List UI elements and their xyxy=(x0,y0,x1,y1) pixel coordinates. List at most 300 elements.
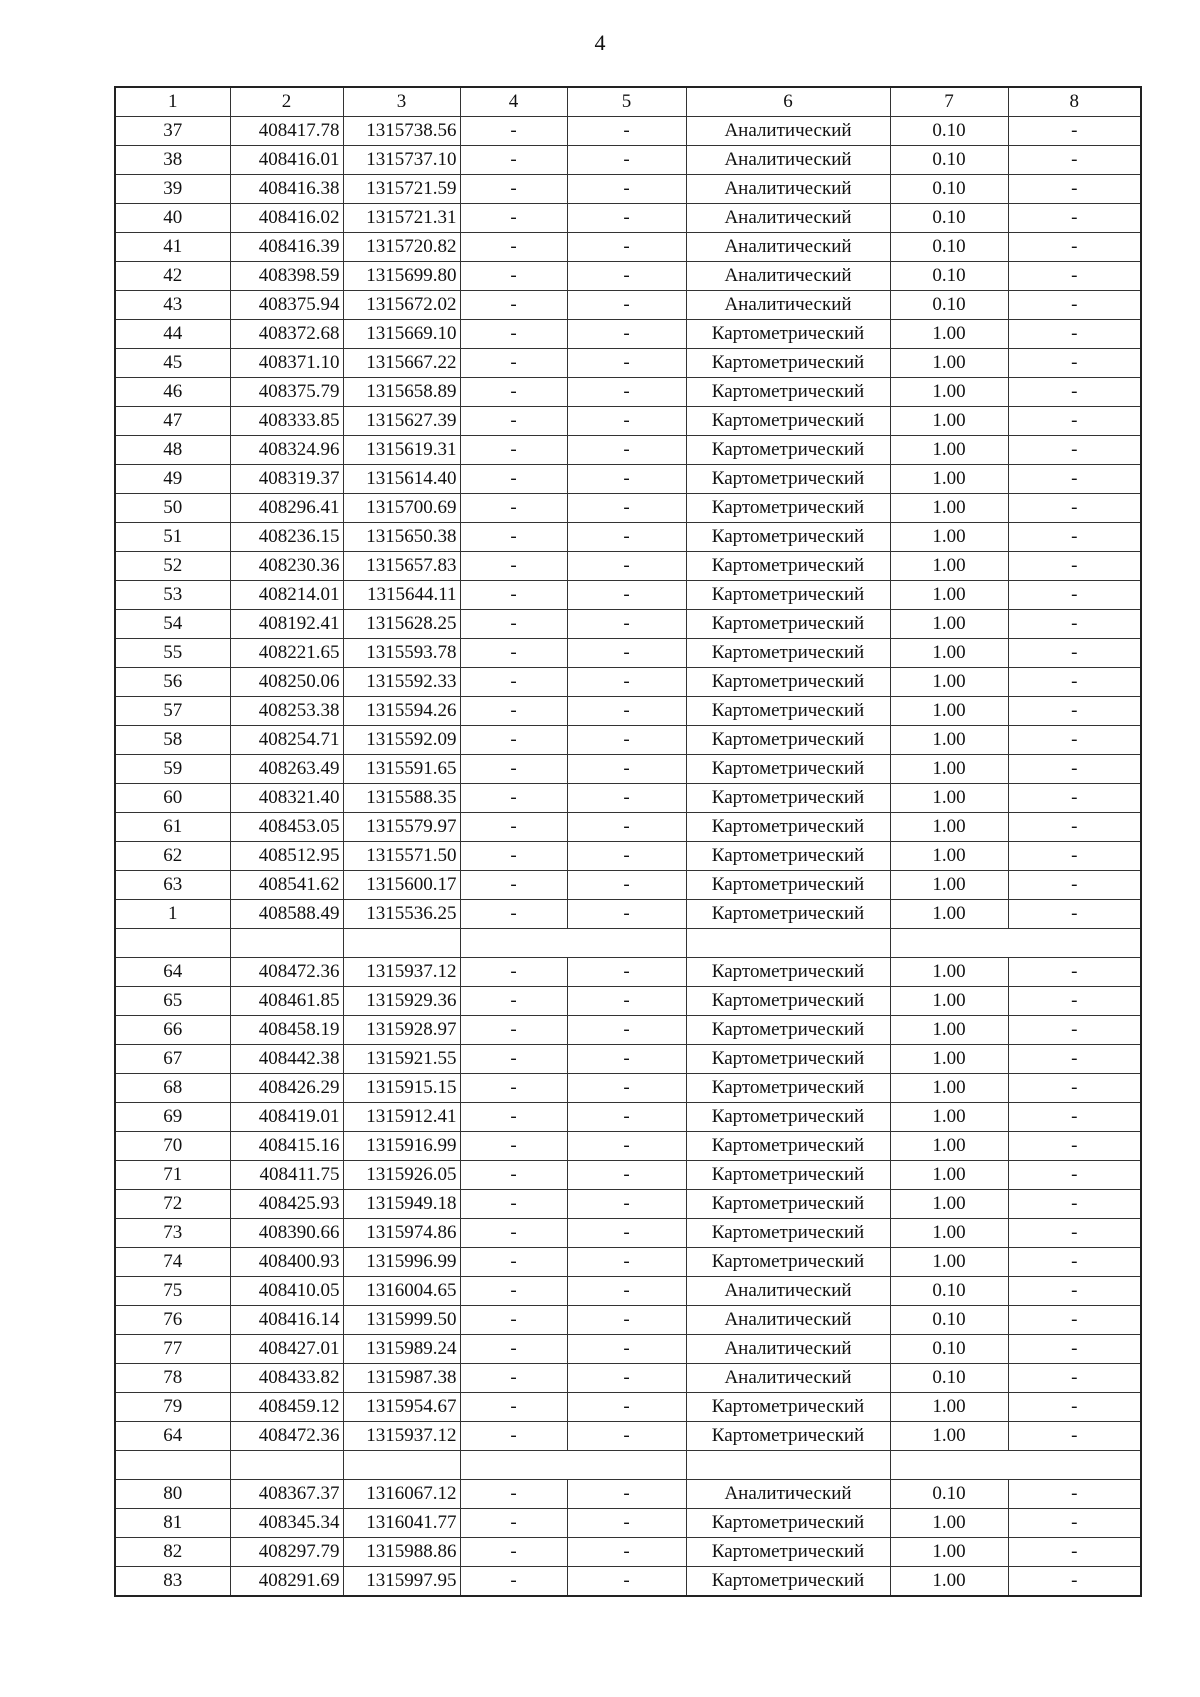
table-cell: 1315915.15 xyxy=(343,1074,460,1103)
table-cell: 1315954.67 xyxy=(343,1393,460,1422)
table-cell: 1315737.10 xyxy=(343,146,460,175)
table-cell: - xyxy=(460,117,567,146)
table-cell: 408461.85 xyxy=(230,987,343,1016)
table-row xyxy=(115,436,1141,465)
empty-cell xyxy=(343,1451,460,1480)
table-cell: 408419.01 xyxy=(230,1103,343,1132)
table-cell: - xyxy=(1008,1567,1141,1597)
table-cell: 48 xyxy=(115,436,230,465)
table-row xyxy=(115,204,1141,233)
table-cell: 1.00 xyxy=(890,465,1008,494)
table-row xyxy=(115,1538,1141,1567)
table-row xyxy=(115,1045,1141,1074)
table-cell: Картометрический xyxy=(686,494,890,523)
table-cell: Картометрический xyxy=(686,523,890,552)
table-cell: 82 xyxy=(115,1538,230,1567)
table-cell: 80 xyxy=(115,1480,230,1509)
table-cell: 1.00 xyxy=(890,639,1008,668)
table-row xyxy=(115,1190,1141,1219)
table-cell: 408324.96 xyxy=(230,436,343,465)
table-cell: - xyxy=(567,987,686,1016)
table-row xyxy=(115,871,1141,900)
table-cell: - xyxy=(567,639,686,668)
table-cell: - xyxy=(567,813,686,842)
table-cell: 1315571.50 xyxy=(343,842,460,871)
table-cell: - xyxy=(460,1132,567,1161)
table-cell: 1315997.95 xyxy=(343,1567,460,1597)
table-cell: 79 xyxy=(115,1393,230,1422)
page-number: 4 xyxy=(594,30,606,55)
table-cell: 408230.36 xyxy=(230,552,343,581)
table-row xyxy=(115,784,1141,813)
table-cell: - xyxy=(460,465,567,494)
table-cell: 1.00 xyxy=(890,871,1008,900)
table-row xyxy=(115,1335,1141,1364)
table-cell: 1.00 xyxy=(890,436,1008,465)
table-cell: Картометрический xyxy=(686,349,890,378)
table-cell: Картометрический xyxy=(686,668,890,697)
table-cell: - xyxy=(567,1219,686,1248)
table-row xyxy=(115,697,1141,726)
table-cell: Картометрический xyxy=(686,320,890,349)
table-cell: 44 xyxy=(115,320,230,349)
table-cell: Аналитический xyxy=(686,291,890,320)
table-cell: 73 xyxy=(115,1219,230,1248)
table-cell: - xyxy=(1008,1190,1141,1219)
table-cell: Аналитический xyxy=(686,1306,890,1335)
table-cell: 1315600.17 xyxy=(343,871,460,900)
table-cell: 408416.02 xyxy=(230,204,343,233)
table-cell: 1315627.39 xyxy=(343,407,460,436)
table-cell: 1315536.25 xyxy=(343,900,460,929)
table-cell: - xyxy=(567,1132,686,1161)
table-cell: 408459.12 xyxy=(230,1393,343,1422)
table-cell: - xyxy=(460,1277,567,1306)
table-cell: 1316004.65 xyxy=(343,1277,460,1306)
table-cell: Картометрический xyxy=(686,1045,890,1074)
table-cell: - xyxy=(567,755,686,784)
table-cell: - xyxy=(1008,668,1141,697)
table-cell: - xyxy=(1008,1393,1141,1422)
table-cell: Картометрический xyxy=(686,1103,890,1132)
table-cell: Картометрический xyxy=(686,842,890,871)
table-cell: - xyxy=(460,1016,567,1045)
table-row xyxy=(115,726,1141,755)
table-cell: - xyxy=(460,523,567,552)
table-cell: 0.10 xyxy=(890,117,1008,146)
table-cell: - xyxy=(1008,1538,1141,1567)
table-cell: 408427.01 xyxy=(230,1335,343,1364)
table-cell: 1.00 xyxy=(890,668,1008,697)
table-cell: 1315644.11 xyxy=(343,581,460,610)
table-row xyxy=(115,117,1141,146)
table-cell: - xyxy=(567,1277,686,1306)
table-cell: 70 xyxy=(115,1132,230,1161)
table-cell: Картометрический xyxy=(686,436,890,465)
table-cell: Аналитический xyxy=(686,1335,890,1364)
table-cell: - xyxy=(460,1509,567,1538)
table-cell: - xyxy=(460,146,567,175)
table-cell: 1.00 xyxy=(890,784,1008,813)
table-cell: - xyxy=(1008,146,1141,175)
table-cell: 0.10 xyxy=(890,204,1008,233)
table-cell: 71 xyxy=(115,1161,230,1190)
table-cell: 1315667.22 xyxy=(343,349,460,378)
table-cell: 408472.36 xyxy=(230,958,343,987)
table-row xyxy=(115,291,1141,320)
table-cell: - xyxy=(460,262,567,291)
table-cell: Картометрический xyxy=(686,1016,890,1045)
table-cell: - xyxy=(567,1103,686,1132)
table-cell: 77 xyxy=(115,1335,230,1364)
table-row xyxy=(115,1074,1141,1103)
table-cell: - xyxy=(460,1422,567,1451)
table-cell: 1315929.36 xyxy=(343,987,460,1016)
empty-cell xyxy=(115,1451,230,1480)
table-cell: - xyxy=(460,1190,567,1219)
table-cell: - xyxy=(460,204,567,233)
table-cell: Картометрический xyxy=(686,1190,890,1219)
table-cell: Картометрический xyxy=(686,813,890,842)
table-cell: - xyxy=(460,494,567,523)
table-cell: - xyxy=(1008,407,1141,436)
header-cell: 1 xyxy=(115,87,230,117)
table-cell: - xyxy=(567,175,686,204)
empty-cell xyxy=(115,929,230,958)
table-cell: 49 xyxy=(115,465,230,494)
table-cell: 408296.41 xyxy=(230,494,343,523)
table-cell: 43 xyxy=(115,291,230,320)
table-cell: 408192.41 xyxy=(230,610,343,639)
table-cell: 41 xyxy=(115,233,230,262)
table-cell: 0.10 xyxy=(890,1480,1008,1509)
table-cell: - xyxy=(567,233,686,262)
table-cell: 1.00 xyxy=(890,755,1008,784)
table-cell: 408221.65 xyxy=(230,639,343,668)
table-cell: 408410.05 xyxy=(230,1277,343,1306)
empty-cell xyxy=(686,929,890,958)
table-cell: 54 xyxy=(115,610,230,639)
table-cell: 408263.49 xyxy=(230,755,343,784)
table-cell: Аналитический xyxy=(686,117,890,146)
table-cell: - xyxy=(460,320,567,349)
table-cell: 408416.14 xyxy=(230,1306,343,1335)
table-cell: Картометрический xyxy=(686,1538,890,1567)
table-cell: - xyxy=(460,668,567,697)
table-cell: - xyxy=(1008,900,1141,929)
table-cell: - xyxy=(567,1393,686,1422)
table-cell: Аналитический xyxy=(686,1364,890,1393)
table-cell: 408371.10 xyxy=(230,349,343,378)
table-row xyxy=(115,1393,1141,1422)
table-cell: - xyxy=(567,494,686,523)
table-cell: - xyxy=(567,581,686,610)
table-cell: 37 xyxy=(115,117,230,146)
table-cell: 61 xyxy=(115,813,230,842)
table-cell: - xyxy=(1008,784,1141,813)
table-cell: - xyxy=(567,1161,686,1190)
table-cell: 1.00 xyxy=(890,1219,1008,1248)
table-cell: - xyxy=(567,668,686,697)
empty-cell xyxy=(460,1451,686,1480)
table-cell: 1 xyxy=(115,900,230,929)
table-cell: 1315937.12 xyxy=(343,1422,460,1451)
table-row xyxy=(115,552,1141,581)
table-row xyxy=(115,1248,1141,1277)
table-cell: - xyxy=(567,958,686,987)
table-cell: 0.10 xyxy=(890,1364,1008,1393)
table-cell: - xyxy=(1008,1248,1141,1277)
empty-cell xyxy=(230,1451,343,1480)
header-cell: 7 xyxy=(890,87,1008,117)
table-cell: 1.00 xyxy=(890,1190,1008,1219)
table-cell: 408253.38 xyxy=(230,697,343,726)
table-cell: 1315987.38 xyxy=(343,1364,460,1393)
table-cell: 1.00 xyxy=(890,1045,1008,1074)
table-cell: - xyxy=(1008,378,1141,407)
table-cell: 69 xyxy=(115,1103,230,1132)
table-row xyxy=(115,175,1141,204)
table-cell: 1.00 xyxy=(890,610,1008,639)
table-cell: - xyxy=(1008,697,1141,726)
table-cell: - xyxy=(460,726,567,755)
table-cell: 1316041.77 xyxy=(343,1509,460,1538)
table-cell: Картометрический xyxy=(686,378,890,407)
table-cell: 53 xyxy=(115,581,230,610)
table-row xyxy=(115,1132,1141,1161)
table-cell: 408367.37 xyxy=(230,1480,343,1509)
table-cell: 1.00 xyxy=(890,1161,1008,1190)
table-cell: Аналитический xyxy=(686,233,890,262)
table-cell: - xyxy=(567,1016,686,1045)
table-cell: - xyxy=(567,900,686,929)
table-cell: 1.00 xyxy=(890,378,1008,407)
table-cell: 1315996.99 xyxy=(343,1248,460,1277)
table-cell: Картометрический xyxy=(686,784,890,813)
table-cell: - xyxy=(460,1161,567,1190)
table-cell: 408472.36 xyxy=(230,1422,343,1451)
table-cell: - xyxy=(460,291,567,320)
table-cell: - xyxy=(567,842,686,871)
table-cell: 1315658.89 xyxy=(343,378,460,407)
table-cell: - xyxy=(1008,987,1141,1016)
table-cell: - xyxy=(1008,1335,1141,1364)
table-cell: 408390.66 xyxy=(230,1219,343,1248)
table-cell: 64 xyxy=(115,958,230,987)
table-cell: - xyxy=(567,1480,686,1509)
table-cell: 1315916.99 xyxy=(343,1132,460,1161)
table-cell: 1315592.09 xyxy=(343,726,460,755)
table-cell: 45 xyxy=(115,349,230,378)
table-cell: Аналитический xyxy=(686,262,890,291)
table-cell: - xyxy=(1008,262,1141,291)
table-cell: Картометрический xyxy=(686,1509,890,1538)
table-cell: - xyxy=(460,813,567,842)
table-cell: 408588.49 xyxy=(230,900,343,929)
table-cell: 0.10 xyxy=(890,233,1008,262)
table-cell: - xyxy=(567,1074,686,1103)
table-row xyxy=(115,320,1141,349)
table-row xyxy=(115,1306,1141,1335)
table-cell: - xyxy=(460,610,567,639)
table-row xyxy=(115,668,1141,697)
table-cell: 1.00 xyxy=(890,1422,1008,1451)
table-cell: - xyxy=(1008,291,1141,320)
table-row xyxy=(115,639,1141,668)
table-cell: 1315614.40 xyxy=(343,465,460,494)
table-cell: 408236.15 xyxy=(230,523,343,552)
table-cell: - xyxy=(1008,958,1141,987)
table-cell: - xyxy=(567,1190,686,1219)
table-cell: - xyxy=(1008,639,1141,668)
table-cell: - xyxy=(567,784,686,813)
table-row xyxy=(115,610,1141,639)
table-cell: - xyxy=(460,378,567,407)
table-cell: - xyxy=(567,1364,686,1393)
table-cell: - xyxy=(567,146,686,175)
table-cell: - xyxy=(1008,1103,1141,1132)
table-cell: 75 xyxy=(115,1277,230,1306)
table-cell: 74 xyxy=(115,1248,230,1277)
table-cell: 408400.93 xyxy=(230,1248,343,1277)
table-cell: 1.00 xyxy=(890,1074,1008,1103)
table-cell: - xyxy=(567,1248,686,1277)
table-cell: 408291.69 xyxy=(230,1567,343,1597)
table-cell: 1.00 xyxy=(890,813,1008,842)
table-cell: Картометрический xyxy=(686,726,890,755)
table-cell: 62 xyxy=(115,842,230,871)
table-cell: 1315949.18 xyxy=(343,1190,460,1219)
table-cell: 1315628.25 xyxy=(343,610,460,639)
table-cell: - xyxy=(1008,1045,1141,1074)
table-cell: 408319.37 xyxy=(230,465,343,494)
table-cell: 1.00 xyxy=(890,407,1008,436)
table-cell: - xyxy=(1008,1277,1141,1306)
table-cell: 46 xyxy=(115,378,230,407)
table-cell: - xyxy=(567,465,686,494)
table-cell: 65 xyxy=(115,987,230,1016)
table-cell: 1.00 xyxy=(890,581,1008,610)
table-row xyxy=(115,378,1141,407)
table-cell: 1.00 xyxy=(890,1567,1008,1597)
table-cell: - xyxy=(460,1393,567,1422)
table-cell: - xyxy=(460,1219,567,1248)
table-row xyxy=(115,1161,1141,1190)
table-cell: Картометрический xyxy=(686,987,890,1016)
table-cell: 66 xyxy=(115,1016,230,1045)
table-cell: 408398.59 xyxy=(230,262,343,291)
table-cell: 1315974.86 xyxy=(343,1219,460,1248)
table-cell: 0.10 xyxy=(890,1277,1008,1306)
table-cell: Аналитический xyxy=(686,1277,890,1306)
header-cell: 3 xyxy=(343,87,460,117)
table-cell: 408250.06 xyxy=(230,668,343,697)
table-cell: 1315928.97 xyxy=(343,1016,460,1045)
table-cell: 408321.40 xyxy=(230,784,343,813)
table-cell: - xyxy=(567,552,686,581)
table-row xyxy=(115,1509,1141,1538)
table-cell: - xyxy=(460,871,567,900)
table-cell: Картометрический xyxy=(686,1074,890,1103)
coordinates-table xyxy=(114,86,1142,1597)
table-cell: 408426.29 xyxy=(230,1074,343,1103)
table-cell: - xyxy=(460,1538,567,1567)
table-cell: 408417.78 xyxy=(230,117,343,146)
table-row xyxy=(115,987,1141,1016)
table-cell: - xyxy=(567,378,686,407)
table-cell: 1.00 xyxy=(890,1016,1008,1045)
table-cell: 56 xyxy=(115,668,230,697)
table-cell: 1.00 xyxy=(890,552,1008,581)
table-cell: 0.10 xyxy=(890,1335,1008,1364)
table-cell: 60 xyxy=(115,784,230,813)
table-cell: 1315912.41 xyxy=(343,1103,460,1132)
table-cell: 81 xyxy=(115,1509,230,1538)
table-cell: - xyxy=(460,349,567,378)
table-cell: 408416.38 xyxy=(230,175,343,204)
table-cell: - xyxy=(460,1248,567,1277)
table-row xyxy=(115,958,1141,987)
table-cell: - xyxy=(567,1335,686,1364)
table-cell: 1316067.12 xyxy=(343,1480,460,1509)
header-cell: 4 xyxy=(460,87,567,117)
table-cell: 1315989.24 xyxy=(343,1335,460,1364)
table-row xyxy=(115,1364,1141,1393)
table-cell: 0.10 xyxy=(890,146,1008,175)
table-cell: 0.10 xyxy=(890,291,1008,320)
table-row xyxy=(115,1422,1141,1451)
table-separator-row xyxy=(115,1451,1141,1480)
table-cell: 408442.38 xyxy=(230,1045,343,1074)
table-cell: 408375.79 xyxy=(230,378,343,407)
table-cell: - xyxy=(460,755,567,784)
table-cell: 1315699.80 xyxy=(343,262,460,291)
table-cell: 408415.16 xyxy=(230,1132,343,1161)
table-cell: - xyxy=(567,1538,686,1567)
table-cell: - xyxy=(460,784,567,813)
table-cell: - xyxy=(1008,842,1141,871)
table-cell: - xyxy=(1008,1016,1141,1045)
table-cell: - xyxy=(567,117,686,146)
table-cell: - xyxy=(460,900,567,929)
table-cell: - xyxy=(567,291,686,320)
table-cell: 408333.85 xyxy=(230,407,343,436)
table-cell: - xyxy=(567,726,686,755)
table-cell: - xyxy=(1008,1509,1141,1538)
table-cell: - xyxy=(460,175,567,204)
table-cell: - xyxy=(460,1103,567,1132)
table-row xyxy=(115,494,1141,523)
table-cell: - xyxy=(1008,871,1141,900)
table-cell: 408458.19 xyxy=(230,1016,343,1045)
table-row xyxy=(115,900,1141,929)
table-cell: 59 xyxy=(115,755,230,784)
table-cell: 1315657.83 xyxy=(343,552,460,581)
table-cell: 1.00 xyxy=(890,320,1008,349)
table-cell: - xyxy=(1008,465,1141,494)
table-cell: 63 xyxy=(115,871,230,900)
table-cell: - xyxy=(567,523,686,552)
table-cell: 1.00 xyxy=(890,1509,1008,1538)
table-cell: - xyxy=(1008,204,1141,233)
table-cell: 1315593.78 xyxy=(343,639,460,668)
table-cell: 408297.79 xyxy=(230,1538,343,1567)
table-cell: 83 xyxy=(115,1567,230,1597)
table-cell: - xyxy=(460,1045,567,1074)
table-cell: - xyxy=(460,842,567,871)
table-cell: 1315594.26 xyxy=(343,697,460,726)
table-cell: 1315721.31 xyxy=(343,204,460,233)
